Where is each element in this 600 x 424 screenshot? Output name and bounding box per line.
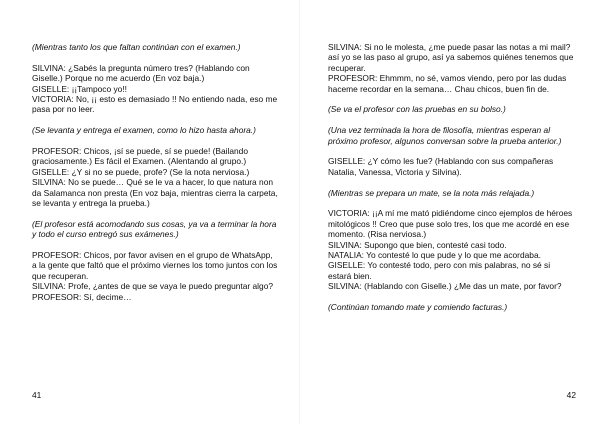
left-page-text <box>32 42 278 302</box>
dialogue-line: GISELLE: ¿Y cómo les fue? (Hablando con sus compañeras Natalia, Vanessa, Victoria y Silvina). <box>328 156 554 177</box>
stage-direction: (El profesor está acomodando sus cosas, ya va a terminar la hora y todo el curso entregó sus exámenes.) <box>32 218 277 240</box>
page-number: 41 <box>32 389 42 400</box>
dialogue-line: PROFESOR: Ehmmm, no sé, vamos viendo, pero por las dudas haceme recordar en la semana… Chau chicos, buen fin de. <box>328 73 567 94</box>
page-number: 42 <box>566 389 576 400</box>
dialogue-line: VICTORIA: No, ¡¡ esto es demasiado !! No entiendo nada, eso me pasa por no leer. <box>32 94 278 115</box>
dialogue-line: SILVINA: No se puede… Qué se le va a hacer, lo que natura non da Salamanca non presta (En voz baja, mientras cierra la carpeta, se levanta y entrega la prueba.) <box>32 177 278 209</box>
dialogue-line: PROFESOR: Chicos, ¡sí se puede, sí se puede! (Bailando graciosamente.) Es fácil el Examen. (Alentando al grupo.) <box>32 146 248 167</box>
dialogue-line: SILVINA: Profe, ¿antes de que se vaya le puedo preguntar algo? <box>32 281 274 292</box>
dialogue-line: SILVINA: (Hablando con Giselle.) ¿Me das un mate, por favor? <box>328 281 562 292</box>
dialogue-line: SILVINA: Supongo que bien, contesté casi todo. <box>328 239 507 250</box>
stage-direction: (Se va el profesor con las pruebas en su bolso.) <box>328 104 506 115</box>
dialogue-line: PROFESOR: Sí, decime… <box>32 291 132 302</box>
dialogue-line: GISELLE: Yo contesté todo, pero con mis palabras, no sé si estará bien. <box>328 260 551 281</box>
right-page <box>300 0 600 424</box>
stage-direction: (Una vez terminada la hora de filosofía, mientras esperan al próximo profesor, algunos conversan sobre la prueba anterior.) <box>328 125 562 146</box>
dialogue-line: PROFESOR: Chicos, por favor avisen en el grupo de WhatsApp, a la gente que faltó que el próximo viernes los tomo juntos con los que recuperan. <box>32 250 278 281</box>
stage-direction: (Mientras se prepara un mate, se la nota más relajada.) <box>328 187 535 198</box>
dialogue-line: GISELLE: ¡¡Tampoco yo!! <box>32 83 127 94</box>
dialogue-line: GISELLE: ¿Y si no se puede, profe? (Se la nota nerviosa.) <box>32 166 250 177</box>
right-page-text <box>328 42 574 312</box>
dialogue-line: SILVINA: ¿Sabés la pregunta número tres? (Hablando con Giselle.) Porque no me acuerdo (En voz baja.) <box>32 62 250 84</box>
stage-direction: (Continúan tomando mate y comiendo facturas.) <box>328 302 508 313</box>
stage-direction: (Mientras tanto los que faltan continúan con el examen.) <box>32 42 241 52</box>
dialogue-line: SILVINA: Si no le molesta, ¿me puede pasar las notas a mi mail? así yo se las paso al grupo, así ya sabemos quiénes tenemos que recuperar. <box>328 42 574 73</box>
stage-direction: (Se levanta y entrega el examen, como lo hizo hasta ahora.) <box>32 125 256 136</box>
dialogue-line: NATALIA: Yo contesté lo que pude y lo que me acordaba. <box>328 250 541 261</box>
dialogue-line: VICTORIA: ¡¡A mí me mató pidiéndome cinco ejemplos de héroes mitológicos !! Creo que puse solo tres, los que me acordé en ese momento. (Risa nerviosa.) <box>328 208 573 240</box>
